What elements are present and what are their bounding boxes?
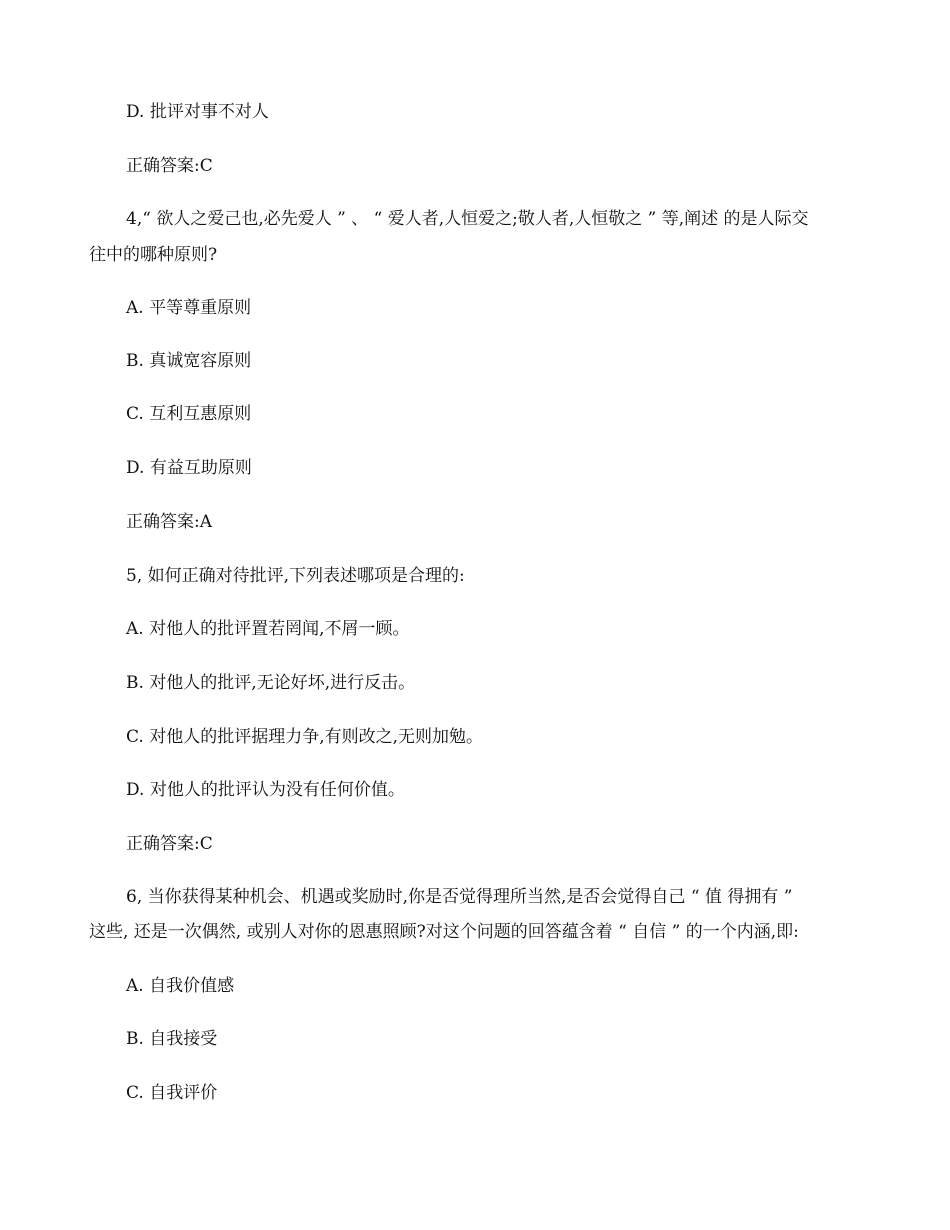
q5-option-d: D. 对他人的批评认为没有任何价值。 [126, 780, 405, 800]
q5-option-a: A. 对他人的批评置若罔闻,不屑一顾。 [126, 619, 410, 639]
q4-answer: 正确答案:A [126, 512, 213, 532]
q3-answer: 正确答案:C [126, 156, 213, 176]
q4-option-c: C. 互利互惠原则 [126, 404, 252, 424]
q4-question-line-1: 4,“ 欲人之爱己也,必先爱人 ” 、 “ 爱人者,人恒爱之;敬人者,人恒敬之 ” 等,阐述 的是人际交 [126, 209, 809, 229]
q6-question-line-2: 这些, 还是一次偶然, 或别人对你的恩惠照顾?对这个问题的回答蕴含着 “ 自信 ” 的一个内涵,即: [89, 922, 799, 942]
q6-question-line-1: 6, 当你获得某种机会、机遇或奖励时,你是否觉得理所当然,是否会觉得自己 “ 值 得拥有 ” [126, 887, 793, 907]
q5-question: 5, 如何正确对待批评,下列表述哪项是合理的: [126, 566, 465, 586]
q5-answer: 正确答案:C [126, 834, 213, 854]
q6-option-b: B. 自我接受 [126, 1029, 218, 1049]
q3-option-d: D. 批评对事不对人 [126, 102, 269, 122]
q4-option-a: A. 平等尊重原则 [126, 298, 252, 318]
q6-option-a: A. 自我价值感 [126, 976, 235, 996]
q4-option-d: D. 有益互助原则 [126, 458, 252, 478]
q4-question-line-2: 往中的哪种原则? [89, 245, 218, 265]
q5-option-b: B. 对他人的批评,无论好坏,进行反击。 [126, 673, 416, 693]
q4-option-b: B. 真诚宽容原则 [126, 351, 252, 371]
q6-option-c: C. 自我评价 [126, 1083, 218, 1103]
q5-option-c: C. 对他人的批评据理力争,有则改之,无则加勉。 [126, 727, 484, 747]
